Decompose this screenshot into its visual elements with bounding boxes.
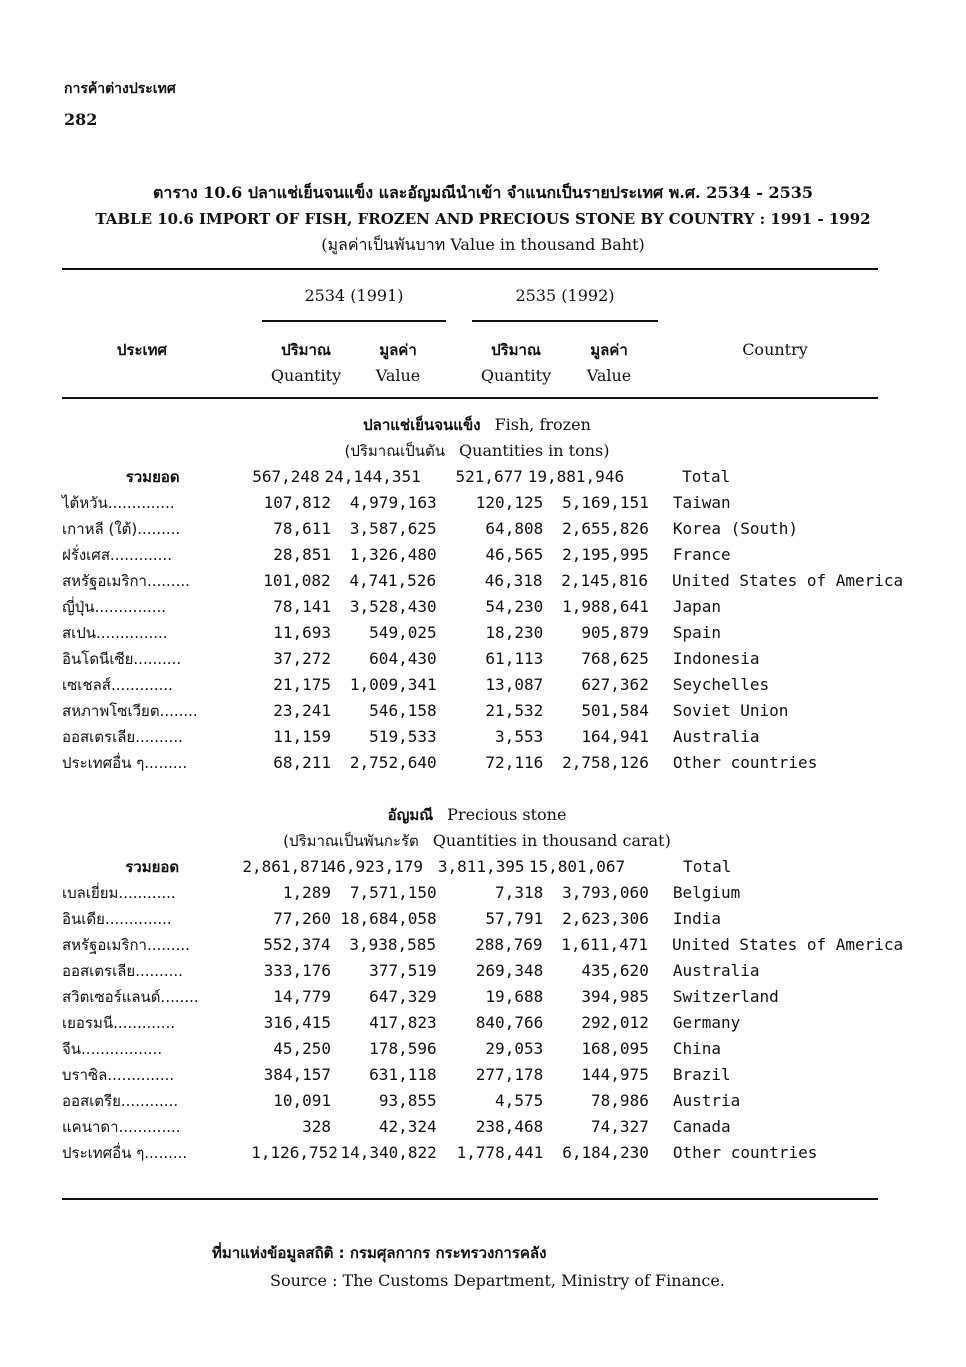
quantity-1992-cell: 21,532	[485, 701, 544, 720]
value-1991-cell: 417,823	[369, 1013, 437, 1032]
table-row	[62, 516, 892, 542]
quantity-1992-cell: 19,688	[485, 987, 544, 1006]
country-thai-cell: สหรัฐอเมริกา.........	[62, 936, 190, 954]
data-table	[62, 412, 904, 1166]
country-english-cell: Germany	[672, 1013, 741, 1032]
quantity-1991-cell: 21,175	[273, 675, 331, 694]
quantity-1992-cell: 277,178	[475, 1065, 544, 1084]
quantity2-th: ปริมาณ	[491, 341, 541, 359]
quantity-1991-cell: 77,260	[273, 909, 331, 928]
country-thai-cell: สหภาพโซเวียต........	[62, 702, 198, 720]
quantity-1991-cell: 567,248	[252, 467, 320, 486]
value-1991-cell: 3,938,585	[349, 935, 437, 954]
quantity-1991-cell: 11,159	[273, 727, 331, 746]
table-row	[62, 724, 892, 750]
section-title	[62, 802, 892, 828]
source-note	[0, 1240, 966, 1294]
quantity-1992-cell: 18,230	[485, 623, 544, 642]
country-english-cell: Korea (South)	[672, 519, 799, 538]
country-english-cell: India	[672, 909, 721, 928]
page-number: 282	[64, 110, 98, 129]
title-english: TABLE 10.6 IMPORT OF FISH, FROZEN AND PRECIOUS STONE BY COUNTRY : 1991 - 1992	[95, 210, 871, 228]
table-row	[62, 490, 892, 516]
quantity-1992-cell: 3,553	[495, 727, 544, 746]
quantity-1992-cell: 4,575	[495, 1091, 544, 1110]
quantity-1992-cell: 7,318	[495, 883, 544, 902]
value-1992-cell: 2,623,306	[562, 909, 649, 928]
quantity-1991-cell: 68,211	[273, 753, 331, 772]
value-1991-cell: 178,596	[369, 1039, 437, 1058]
country-thai-cell: เซเชลส์.............	[62, 676, 173, 694]
country-english-cell: Japan	[672, 597, 721, 616]
quantity1-th: ปริมาณ	[281, 341, 331, 359]
value-1992-cell: 144,975	[581, 1065, 649, 1084]
table-row	[62, 672, 892, 698]
country-english-cell: Seychelles	[672, 675, 770, 694]
quantity-1992-cell: 288,769	[475, 935, 543, 954]
value-1992-cell: 78,986	[591, 1091, 649, 1110]
country-thai-cell: ออสเตรีย............	[62, 1092, 179, 1110]
quantity-1992-cell: 57,791	[485, 909, 544, 928]
table-row	[62, 698, 892, 724]
value-1991-cell: 24,144,351	[324, 467, 421, 486]
value2-en: Value	[586, 366, 632, 385]
section-unit-thai: (ปริมาณเป็นพันกะรัต	[283, 832, 419, 850]
country-thai-cell: สวิตเซอร์แลนด์........	[62, 988, 199, 1006]
quantity-1991-cell: 28,851	[273, 545, 331, 564]
value-1992-cell: 15,801,067	[528, 857, 626, 876]
country-english-cell: Australia	[672, 727, 760, 746]
country-th-heading: ประเทศ	[116, 341, 168, 359]
quantity-1991-cell: 37,272	[273, 649, 331, 668]
value-1991-cell: 2,752,640	[349, 753, 437, 772]
country-thai-cell: เบลเยี่ยม............	[62, 884, 176, 902]
year2-rule	[472, 320, 658, 322]
country-thai-cell: จีน.................	[62, 1040, 163, 1058]
country-thai-cell: รวมยอด	[125, 858, 180, 876]
value-1992-cell: 501,584	[581, 701, 649, 720]
country-english-cell: Spain	[672, 623, 721, 642]
total-row	[62, 464, 892, 490]
quantity-1992-cell: 54,230	[485, 597, 544, 616]
table-row	[62, 958, 892, 984]
country-english-cell: Indonesia	[672, 649, 760, 668]
value1-en: Value	[375, 366, 421, 385]
table-row	[62, 984, 892, 1010]
section-unit	[62, 828, 892, 854]
country-thai-cell: ประเทศอื่น ๆ.........	[62, 754, 188, 772]
value2-th: มูลค่า	[590, 341, 628, 359]
quantity-1992-cell: 61,113	[485, 649, 544, 668]
country-english-cell: Soviet Union	[672, 701, 789, 720]
table-row	[62, 932, 904, 958]
quantity-1992-cell: 72,116	[485, 753, 544, 772]
value-1992-cell: 2,195,995	[562, 545, 649, 564]
value-1992-cell: 435,620	[581, 961, 649, 980]
source-english: Source : The Customs Department, Ministry of Finance.	[270, 1271, 725, 1290]
country-english-cell: Switzerland	[672, 987, 779, 1006]
country-thai-cell: เยอรมนี.............	[62, 1014, 176, 1032]
country-english-cell: United States of America	[671, 935, 904, 954]
table-row	[62, 1062, 892, 1088]
quantity-1992-cell: 269,348	[475, 961, 544, 980]
quantity-1991-cell: 23,241	[273, 701, 331, 720]
value-1991-cell: 4,979,163	[349, 493, 437, 512]
value-1991-cell: 93,855	[378, 1091, 437, 1110]
table-row	[62, 880, 892, 906]
quantity-1991-cell: 107,812	[263, 493, 331, 512]
section-title	[62, 412, 892, 438]
country-thai-cell: อินเดีย..............	[62, 910, 172, 928]
country-english-cell: China	[672, 1039, 721, 1058]
section-unit-english: Quantities in tons)	[459, 441, 610, 460]
country-english-cell: Other countries	[672, 1143, 818, 1162]
country-english-cell: Austria	[672, 1091, 741, 1110]
value-1992-cell: 2,655,826	[562, 519, 649, 538]
value2-heading	[566, 337, 652, 389]
quantity-1991-cell: 14,779	[273, 987, 331, 1006]
value-1992-cell: 627,362	[581, 675, 649, 694]
table-row	[62, 568, 904, 594]
section-unit-thai: (ปริมาณเป็นตัน	[344, 442, 446, 460]
country-english-cell: Australia	[672, 961, 760, 980]
value-1992-cell: 394,985	[581, 987, 649, 1006]
country-english-cell: Belgium	[672, 883, 741, 902]
table-row	[62, 594, 892, 620]
country-thai-cell: แคนาดา.............	[62, 1118, 181, 1136]
quantity-1991-cell: 101,082	[263, 571, 331, 590]
country-english-cell: Taiwan	[672, 493, 731, 512]
country-thai-cell: อินโดนีเซีย..........	[62, 650, 182, 668]
year1-heading: 2534 (1991)	[304, 286, 404, 305]
country-thai-cell: รวมยอด	[125, 468, 180, 486]
country-thai-cell: บราซิล..............	[62, 1066, 175, 1084]
running-title: การค้าต่างประเทศ	[64, 81, 176, 97]
section-title-english: Fish, frozen	[494, 415, 591, 434]
value-1992-cell: 1,988,641	[562, 597, 649, 616]
value-1992-cell: 164,941	[581, 727, 649, 746]
quantity-1991-cell: 2,861,871	[242, 857, 330, 876]
table-row	[62, 906, 892, 932]
top-rule	[62, 268, 878, 270]
quantity-1991-cell: 552,374	[263, 935, 331, 954]
value-1992-cell: 19,881,946	[527, 467, 625, 486]
quantity-1991-cell: 1,289	[282, 883, 331, 902]
value-1991-cell: 7,571,150	[349, 883, 437, 902]
quantity-1992-cell: 840,766	[475, 1013, 544, 1032]
value-1991-cell: 46,923,179	[326, 857, 423, 876]
year1-rule	[262, 320, 446, 322]
quantity2-en: Quantity	[480, 366, 552, 385]
title-unit: (มูลค่าเป็นพันบาท Value in thousand Baht)	[321, 235, 645, 254]
quantity-1992-cell: 64,808	[485, 519, 544, 538]
table-row	[62, 750, 892, 776]
section-spacer	[62, 776, 892, 802]
quantity-1992-cell: 46,318	[484, 571, 543, 590]
value-1991-cell: 377,519	[369, 961, 437, 980]
quantity-1991-cell: 10,091	[273, 1091, 331, 1110]
year2-heading: 2535 (1992)	[515, 286, 615, 305]
title-thai: ตาราง 10.6 ปลาแช่เย็นจนแข็ง และอัญมณีนำเข้า จำแนกเป็นรายประเทศ พ.ศ. 2534 - 2535	[152, 183, 814, 202]
quantity-1992-cell: 1,778,441	[456, 1143, 544, 1162]
section-unit	[62, 438, 892, 464]
country-english-cell: United States of America	[671, 571, 904, 590]
country-thai-cell: สเปน...............	[62, 624, 168, 642]
quantity-1991-cell: 333,176	[263, 961, 331, 980]
table-title-block	[0, 180, 966, 258]
quantity-1991-cell: 328	[302, 1117, 331, 1136]
value-1992-cell: 905,879	[581, 623, 649, 642]
value-1992-cell: 768,625	[581, 649, 649, 668]
country-thai-cell: สหรัฐอเมริกา.........	[62, 572, 190, 590]
value-1991-cell: 3,528,430	[349, 597, 437, 616]
section-title-thai: อัญมณี	[387, 806, 434, 824]
bottom-rule	[62, 1198, 878, 1200]
quantity-1992-cell: 13,087	[485, 675, 544, 694]
quantity2-heading	[472, 337, 560, 389]
country-english-cell: Canada	[672, 1117, 731, 1136]
country-english-cell: Total	[683, 857, 732, 876]
value-1991-cell: 604,430	[369, 649, 437, 668]
quantity-1991-cell: 1,126,752	[251, 1143, 338, 1162]
country-english-cell: Total	[682, 467, 731, 486]
table-row	[62, 1140, 892, 1166]
country-thai-cell: ฝรั่งเศส.............	[62, 546, 172, 564]
country-english-cell: Brazil	[672, 1065, 731, 1084]
quantity-1992-cell: 238,468	[475, 1117, 544, 1136]
table-row	[62, 1114, 892, 1140]
header-bottom-rule	[62, 397, 878, 399]
value-1992-cell: 1,611,471	[561, 935, 648, 954]
table-row	[62, 542, 892, 568]
value-1991-cell: 1,009,341	[349, 675, 437, 694]
value-1992-cell: 6,184,230	[562, 1143, 649, 1162]
value-1992-cell: 74,327	[591, 1117, 649, 1136]
value-1992-cell: 2,145,816	[561, 571, 648, 590]
quantity-1991-cell: 45,250	[273, 1039, 331, 1058]
value-1991-cell: 647,329	[369, 987, 437, 1006]
table-row	[62, 1036, 892, 1062]
quantity-1991-cell: 78,611	[273, 519, 331, 538]
value-1992-cell: 3,793,060	[562, 883, 649, 902]
quantity-1991-cell: 316,415	[263, 1013, 331, 1032]
source-thai: ที่มาแห่งข้อมูลสถิติ : กรมศุลกากร กระทรวงการคลัง	[212, 1244, 547, 1262]
section-title-english: Precious stone	[447, 805, 567, 824]
country-english-cell: Other countries	[672, 753, 818, 772]
country-thai-cell: เกาหลี (ใต้).........	[62, 520, 181, 538]
quantity-1991-cell: 78,141	[273, 597, 331, 616]
section-unit-english: Quantities in thousand carat)	[432, 831, 671, 850]
quantity-1991-cell: 11,693	[273, 623, 331, 642]
value-1991-cell: 3,587,625	[349, 519, 437, 538]
country-english-cell: France	[672, 545, 731, 564]
table-row	[62, 620, 892, 646]
value-1991-cell: 631,118	[369, 1065, 437, 1084]
quantity-1991-cell: 384,157	[263, 1065, 331, 1084]
value-1991-cell: 4,741,526	[349, 571, 437, 590]
quantity1-heading	[262, 337, 350, 389]
value-1991-cell: 519,533	[369, 727, 437, 746]
value-1991-cell: 42,324	[378, 1117, 437, 1136]
total-row	[62, 854, 892, 880]
table-row	[62, 1010, 892, 1036]
value-1991-cell: 14,340,822	[340, 1143, 437, 1162]
table-body	[62, 412, 904, 1166]
quantity-1992-cell: 29,053	[485, 1039, 544, 1058]
value-1992-cell: 168,095	[581, 1039, 649, 1058]
value-1991-cell: 549,025	[369, 623, 437, 642]
value-1991-cell: 1,326,480	[349, 545, 437, 564]
value-1992-cell: 292,012	[581, 1013, 649, 1032]
quantity-1992-cell: 3,811,395	[437, 857, 525, 876]
table-row	[62, 1088, 892, 1114]
value-1992-cell: 2,758,126	[562, 753, 649, 772]
value1-heading	[356, 337, 440, 389]
country-en-heading: Country	[742, 340, 808, 359]
section-title-thai: ปลาแช่เย็นจนแข็ง	[363, 416, 481, 434]
country-thai-cell: ออสเตรเลีย..........	[62, 962, 183, 980]
value-1991-cell: 546,158	[369, 701, 437, 720]
country-thai-cell: ออสเตรเลีย..........	[62, 728, 183, 746]
value-1991-cell: 18,684,058	[340, 909, 437, 928]
quantity-1992-cell: 120,125	[475, 493, 544, 512]
quantity-1992-cell: 521,677	[455, 467, 523, 486]
country-thai-cell: ญี่ปุ่น...............	[62, 598, 167, 616]
country-thai-cell: ไต้หวัน..............	[62, 494, 175, 512]
quantity-1992-cell: 46,565	[485, 545, 544, 564]
country-thai-cell: ประเทศอื่น ๆ.........	[62, 1144, 188, 1162]
table-row	[62, 646, 892, 672]
value1-th: มูลค่า	[379, 341, 417, 359]
quantity1-en: Quantity	[270, 366, 342, 385]
value-1992-cell: 5,169,151	[562, 493, 649, 512]
